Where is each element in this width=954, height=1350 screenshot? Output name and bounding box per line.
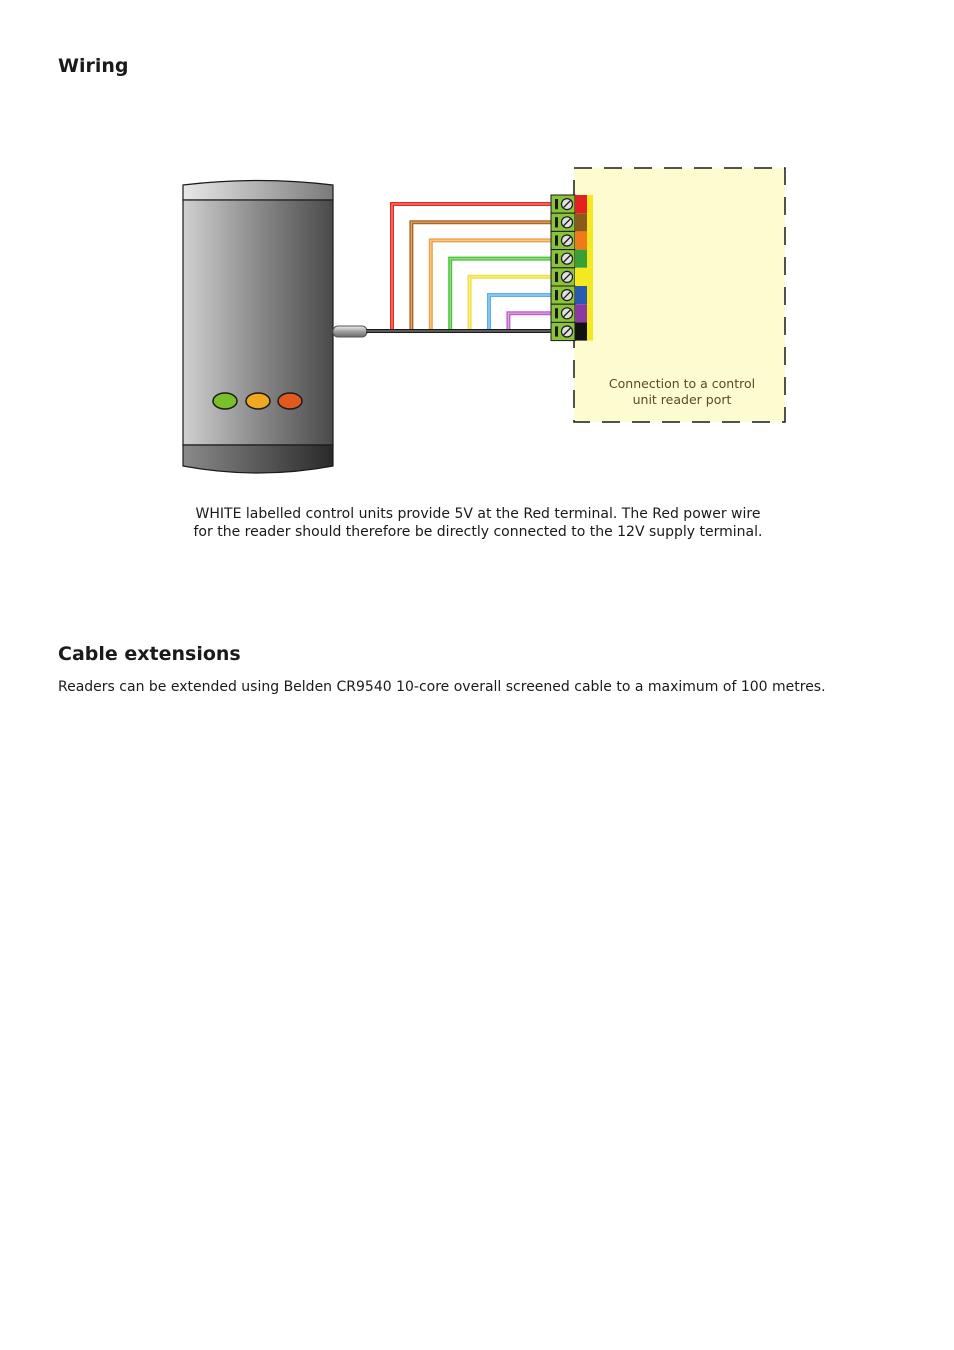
terminal-color-swatch <box>575 213 587 231</box>
port-label <box>590 376 774 408</box>
led-amber <box>246 393 270 409</box>
terminal-color-swatch <box>575 304 587 322</box>
wiring-diagram <box>0 0 954 640</box>
caption-line-2: for the reader should therefore be directly connected to the 12V supply terminal. <box>193 524 763 540</box>
terminal-color-swatch <box>575 268 587 286</box>
port-label-line-2: unit reader port <box>632 392 732 407</box>
terminal-3 <box>551 250 593 268</box>
diagram-caption <box>140 505 816 541</box>
terminal-7 <box>551 322 593 340</box>
wire-6 <box>366 313 553 331</box>
led-green <box>213 393 237 409</box>
terminal-2 <box>551 231 593 249</box>
terminal-5 <box>551 286 593 304</box>
terminal-4 <box>551 268 593 286</box>
led-indicators <box>213 393 302 409</box>
terminal-color-swatch <box>575 231 587 249</box>
terminal-color-swatch <box>575 195 587 213</box>
terminal-block <box>551 195 593 341</box>
cable-extensions-text: Readers can be extended using Belden CR9540 10-core overall screened cable to a maximum of 100 metres. <box>58 679 826 695</box>
terminal-color-swatch <box>575 322 587 340</box>
port-label-line-1: Connection to a control <box>608 376 756 391</box>
wire-2 <box>366 240 553 331</box>
terminal-0 <box>551 195 593 213</box>
terminal-color-swatch <box>575 250 587 268</box>
terminal-6 <box>551 304 593 322</box>
wire-bundle <box>366 204 553 331</box>
section-heading-cable-extensions: Cable extensions <box>58 643 241 665</box>
led-red <box>278 393 302 409</box>
caption-line-1: WHITE labelled control units provide 5V at the Red terminal. The Red power wire <box>195 506 761 522</box>
reader-cable-stub <box>333 326 367 337</box>
terminal-color-swatch <box>575 286 587 304</box>
card-reader <box>183 181 367 474</box>
terminal-1 <box>551 213 593 231</box>
wire-4 <box>366 277 553 331</box>
section-heading-wiring: Wiring <box>58 55 129 77</box>
